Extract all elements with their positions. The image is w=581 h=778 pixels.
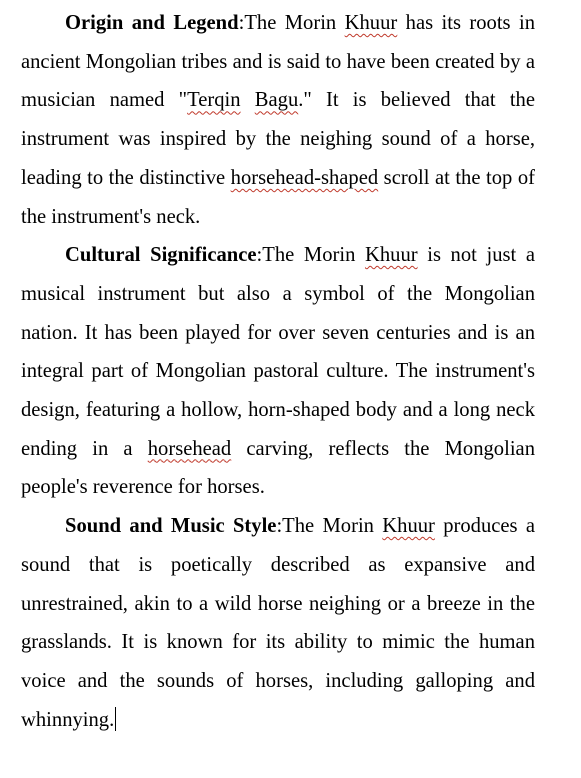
spellcheck-flagged-word[interactable]: Terqin — [187, 89, 241, 112]
paragraph-cultural-significance — [21, 236, 535, 507]
text-run: has its roots in ancient Mongolian tribes and is said to have been created by a musician named " — [21, 12, 535, 112]
section-heading-cultural-significance: Cultural Significance — [65, 244, 257, 267]
spellcheck-flagged-word[interactable]: horsehead — [147, 437, 232, 460]
text-run — [241, 89, 255, 111]
spellcheck-flagged-word[interactable]: horsehead-shaped — [230, 166, 379, 189]
paragraph-sound-and-music-style — [21, 507, 535, 739]
text-run: :The Morin — [256, 244, 365, 267]
text-run: :The Morin — [238, 12, 345, 34]
spellcheck-flagged-word[interactable]: Bagu — [254, 89, 299, 112]
paragraph-origin — [21, 4, 535, 236]
text-run: :The Morin — [276, 515, 383, 538]
section-heading-origin: Origin and Legend — [65, 12, 239, 34]
spellcheck-flagged-word[interactable]: Khuur — [344, 12, 398, 34]
text-run: produces a sound that is poetically described as expansive and unrestrained, akin to a wild horse neighing or a breeze in the grasslands. It is known for its ability to mimic the human voice and the sounds of horses, including galloping and whinnying. — [21, 515, 535, 731]
text-run: carving, reflects the Mongolian people's reverence for horses. — [21, 437, 535, 499]
section-heading-sound-and-music-style: Sound and Music Style — [65, 515, 277, 538]
text-run: ." It is believed that the instrument was inspired by the neighing sound of a horse, leading to the distinctive — [21, 89, 535, 189]
text-run: scroll at the top of the instrument's neck. — [21, 166, 535, 228]
text-cursor — [115, 707, 116, 731]
text-run: is not just a musical instrument but also a symbol of the Mongolian nation. It has been played for over seven centuries and is an integral part of Mongolian pastoral culture. The instrument's design, featuring a hollow, horn-shaped body and a long neck ending in a — [21, 244, 535, 460]
spellcheck-flagged-word[interactable]: Khuur — [364, 244, 418, 267]
spellcheck-flagged-word[interactable]: Khuur — [382, 515, 435, 538]
